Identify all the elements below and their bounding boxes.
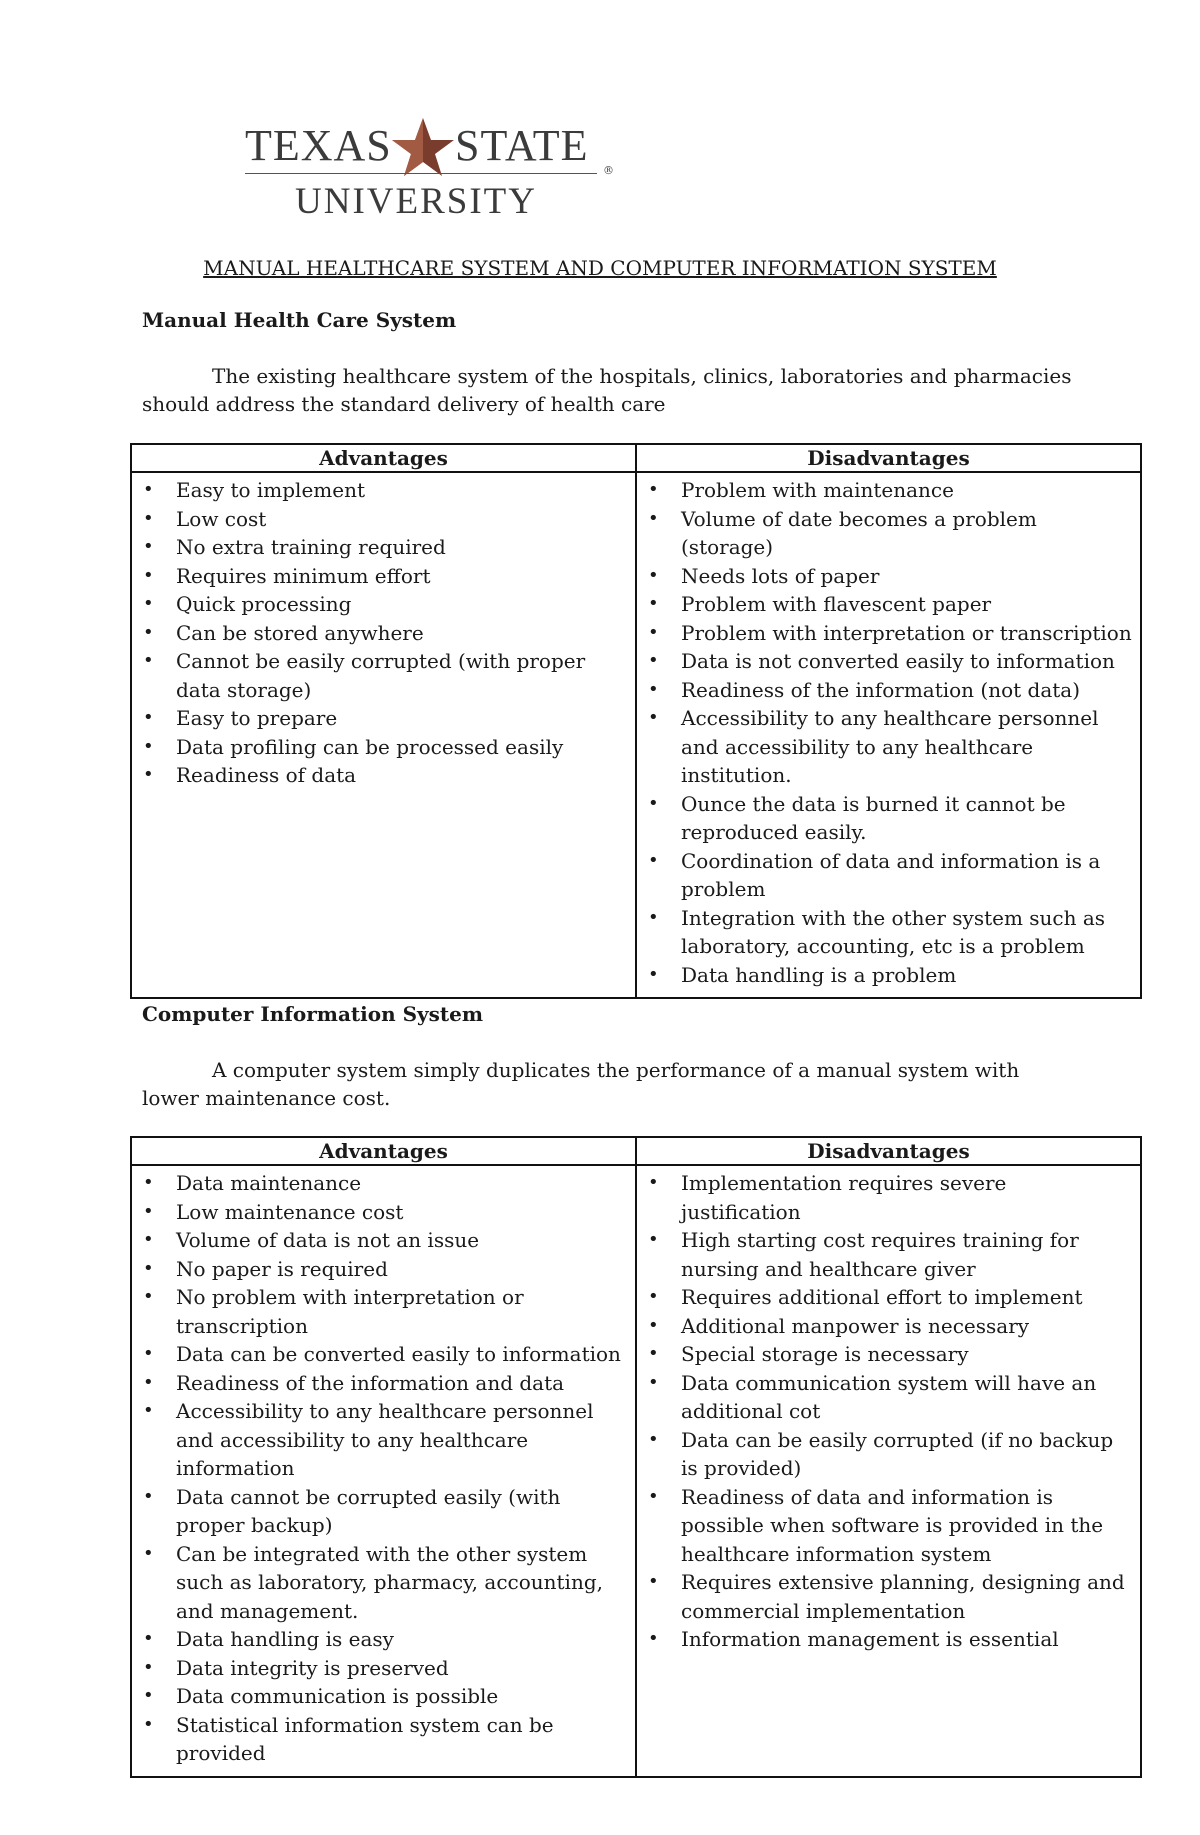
list-item: • Volume of data is not an issue — [140, 1226, 627, 1255]
list-item: • Needs lots of paper — [645, 562, 1132, 591]
column-header-advantages: Advantages — [131, 444, 636, 472]
list-item: • Problem with flavescent paper — [645, 590, 1132, 619]
advantages-cell — [131, 1165, 636, 1777]
list-item: • Quick processing — [140, 590, 627, 619]
list-item: • Data communication system will have an additional cot — [645, 1369, 1132, 1426]
paragraph-text: The existing healthcare system of the hospitals, clinics, laboratories and pharmacies should address the standard delivery of health care — [142, 364, 1072, 416]
list-item: • Can be stored anywhere — [140, 619, 627, 648]
list-item: • Data is not converted easily to information — [645, 647, 1132, 676]
disadvantages-list — [645, 476, 1132, 989]
list-item: • Information management is essential — [645, 1625, 1132, 1654]
list-item: • No problem with interpretation or transcription — [140, 1283, 627, 1340]
list-item: • Volume of date becomes a problem (storage) — [645, 505, 1132, 562]
page-title: MANUAL HEALTHCARE SYSTEM AND COMPUTER INFORMATION SYSTEM — [203, 256, 997, 280]
list-item: • Readiness of the information and data — [140, 1369, 627, 1398]
paragraph-text: A computer system simply duplicates the performance of a manual system with lower maintenance cost. — [142, 1058, 1020, 1110]
section-heading-computer: Computer Information System — [142, 1002, 484, 1026]
column-header-disadvantages: Disadvantages — [636, 444, 1141, 472]
university-logo — [240, 108, 630, 228]
list-item: • No extra training required — [140, 533, 627, 562]
list-item: • Data cannot be corrupted easily (with proper backup) — [140, 1483, 627, 1540]
logo-word-state: STATE — [455, 121, 589, 170]
advantages-list — [140, 1169, 627, 1768]
logo-word-university: UNIVERSITY — [295, 181, 537, 222]
list-item: • Integration with the other system such as laboratory, accounting, etc is a problem — [645, 904, 1132, 961]
list-item: • Coordination of data and information is a problem — [645, 847, 1132, 904]
logo-rule — [245, 173, 597, 174]
list-item: • Data communication is possible — [140, 1682, 627, 1711]
list-item: • Requires additional effort to implement — [645, 1283, 1132, 1312]
list-item: • Problem with maintenance — [645, 476, 1132, 505]
disadvantages-cell — [636, 472, 1141, 998]
list-item: • Cannot be easily corrupted (with proper data storage) — [140, 647, 627, 704]
list-item: • Additional manpower is necessary — [645, 1312, 1132, 1341]
list-item: • Readiness of the information (not data) — [645, 676, 1132, 705]
list-item: • Data integrity is preserved — [140, 1654, 627, 1683]
section-paragraph-manual — [142, 362, 1082, 418]
list-item: • Readiness of data — [140, 761, 627, 790]
list-item: • Low cost — [140, 505, 627, 534]
list-item: • High starting cost requires training for nursing and healthcare giver — [645, 1226, 1132, 1283]
list-item: • Data handling is a problem — [645, 961, 1132, 990]
column-header-disadvantages: Disadvantages — [636, 1137, 1141, 1165]
list-item: • Requires minimum effort — [140, 562, 627, 591]
list-item: • Implementation requires severe justification — [645, 1169, 1132, 1226]
list-item: • Problem with interpretation or transcription — [645, 619, 1132, 648]
registered-mark: ® — [603, 164, 614, 177]
logo-word-texas: TEXAS — [245, 121, 392, 170]
list-item: • Statistical information system can be provided — [140, 1711, 627, 1768]
list-item: • Easy to prepare — [140, 704, 627, 733]
star-icon — [390, 116, 456, 178]
section-heading-manual: Manual Health Care System — [142, 308, 457, 332]
list-item: • Special storage is necessary — [645, 1340, 1132, 1369]
disadvantages-cell — [636, 1165, 1141, 1777]
list-item: • Data can be converted easily to information — [140, 1340, 627, 1369]
list-item: • Accessibility to any healthcare personnel and accessibility to any healthcare institution. — [645, 704, 1132, 790]
manual-system-table — [130, 443, 1142, 999]
advantages-cell — [131, 472, 636, 998]
list-item: • Accessibility to any healthcare personnel and accessibility to any healthcare information — [140, 1397, 627, 1483]
list-item: • Can be integrated with the other system such as laboratory, pharmacy, accounting, and management. — [140, 1540, 627, 1626]
list-item: • Data maintenance — [140, 1169, 627, 1198]
disadvantages-list — [645, 1169, 1132, 1654]
list-item: • Low maintenance cost — [140, 1198, 627, 1227]
list-item: • Readiness of data and information is possible when software is provided in the healthcare information system — [645, 1483, 1132, 1569]
list-item: • Ounce the data is burned it cannot be reproduced easily. — [645, 790, 1132, 847]
section-paragraph-computer — [142, 1056, 1082, 1112]
column-header-advantages: Advantages — [131, 1137, 636, 1165]
list-item: • Easy to implement — [140, 476, 627, 505]
list-item: • Data handling is easy — [140, 1625, 627, 1654]
list-item: • Data can be easily corrupted (if no backup is provided) — [645, 1426, 1132, 1483]
computer-system-table — [130, 1136, 1142, 1778]
list-item: • No paper is required — [140, 1255, 627, 1284]
list-item: • Requires extensive planning, designing and commercial implementation — [645, 1568, 1132, 1625]
list-item: • Data profiling can be processed easily — [140, 733, 627, 762]
advantages-list — [140, 476, 627, 790]
